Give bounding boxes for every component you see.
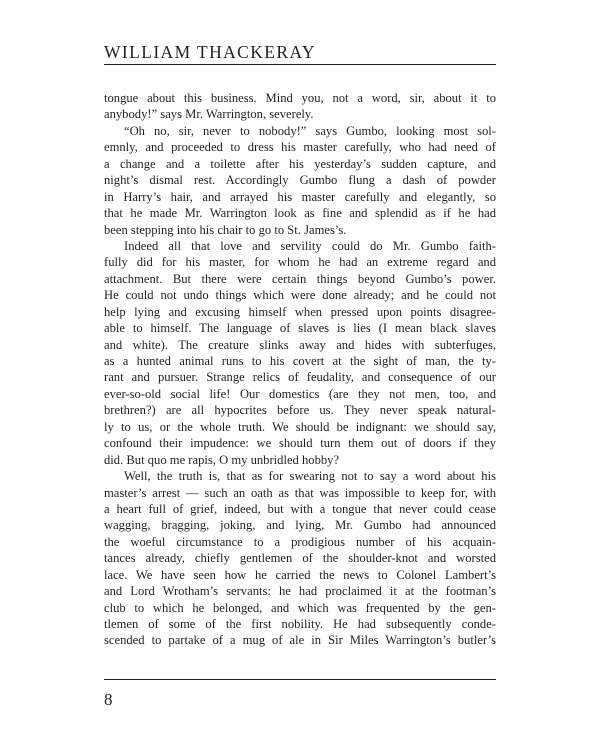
- text-line: fully did for his master, for whom he had an extreme regard and: [104, 255, 496, 270]
- text-line: night’s dismal rest. Accordingly Gumbo flung a dash of powder: [104, 173, 496, 188]
- text-line: club to which he belonged, and which was frequented by the gen-: [104, 600, 496, 615]
- text-line: as a hunted animal runs to his covert at the sight of man, the ty-: [104, 354, 496, 368]
- text-line: He could not undo things which were done already; and he could not: [104, 288, 496, 303]
- text-line: the woeful circumstance to a prodigious number of his acquain-: [104, 534, 496, 549]
- text-line: tances already, chiefly gentlemen of the shoulder-knot and worsted: [104, 551, 496, 566]
- text-line: ly to us, or the whole truth. We should be indignant: we should say,: [104, 419, 496, 434]
- text-line: and Lord Wrotham’s servants: he had proclaimed it at the footman’s: [104, 584, 496, 599]
- text-line: that he made Mr. Warrington look as fine and splendid as if he had: [104, 206, 496, 221]
- text-line: tongue about this business. Mind you, not a word, sir, about it to: [104, 91, 496, 105]
- text-line: confound their impudence: we should turn them out of doors if they: [104, 436, 496, 451]
- text-line: emnly, and proceeded to dress his master carefully, who had need of: [104, 140, 496, 155]
- page-number: 8: [104, 690, 113, 709]
- text-line: ever-so-old social life! Our domestics (are they not men, too, and: [104, 386, 496, 401]
- text-line: tlemen of some of the first nobility. He had subsequently conde-: [104, 617, 496, 631]
- running-head: WILLIAM THACKERAY: [104, 42, 316, 62]
- text-line: in Harry’s hair, and arrayed his master carefully and elegantly, so: [104, 189, 496, 204]
- text-line: master’s arrest — such an oath as that was impossible to keep for, with: [104, 485, 496, 500]
- text-line: “Oh no, sir, never to nobody!” says Gumbo, looking most sol-: [124, 123, 496, 138]
- text-line: wagging, bragging, joking, and lying, Mr. Gumbo had announced: [104, 518, 496, 533]
- text-line: lace. We have seen how he carried the news to Colonel Lambert’s: [104, 567, 496, 582]
- text-line: scended to partake of a mug of ale in Sir Miles Warrington’s butler’s: [104, 633, 496, 648]
- header-rule: [104, 64, 496, 65]
- footer-rule: [104, 679, 496, 680]
- text-line: been stepping into his chair to go to St. James’s.: [104, 222, 347, 237]
- text-line: able to himself. The language of slaves is lies (I mean black slaves: [104, 321, 496, 336]
- text-line: brethren?) are all hypocrites before us. They never speak natural-: [104, 403, 496, 418]
- body-text: [104, 90, 496, 649]
- text-line: a heart full of grief, indeed, but with a tongue that never could cease: [104, 501, 496, 516]
- text-line: and white). The creature slinks away and hides with subterfuges,: [104, 337, 496, 352]
- text-line: a change and a toilette after his yesterday’s sudden capture, and: [104, 156, 496, 171]
- text-line: attachment. But there were certain things beyond Gumbo’s power.: [104, 271, 496, 286]
- text-line: help lying and excusing himself when pressed upon points disagree-: [104, 304, 496, 319]
- text-line: rant and pursuer. Strange relics of feudality, and consequence of our: [104, 370, 496, 385]
- text-line: Well, the truth is, that as for swearing not to say a word about his: [124, 469, 496, 484]
- text-line: did. But quo me rapis, O my unbridled hobby?: [104, 452, 340, 467]
- text-line: anybody!” says Mr. Warrington, severely.: [104, 107, 314, 122]
- text-line: Indeed all that love and servility could do Mr. Gumbo faith-: [124, 238, 496, 253]
